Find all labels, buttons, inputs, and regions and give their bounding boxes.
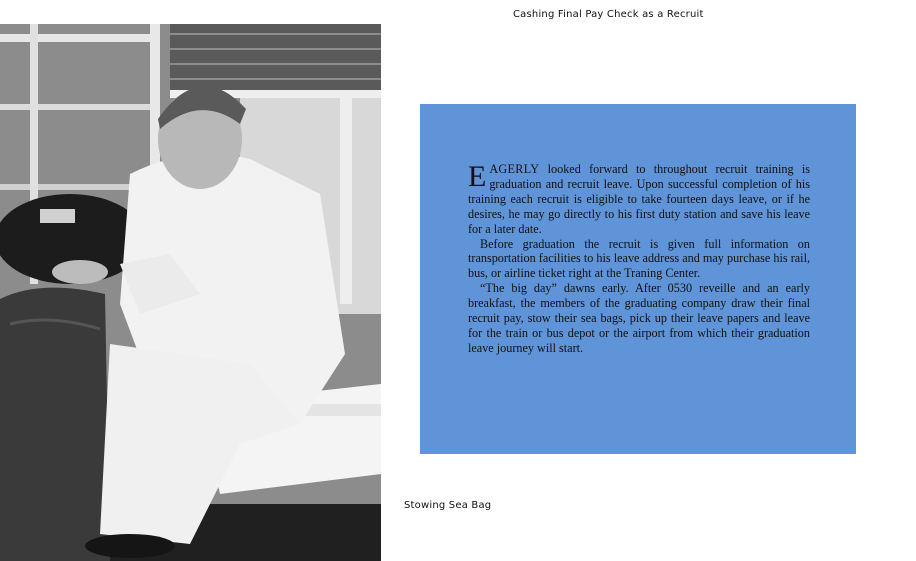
paragraph-2: Before graduation the recruit is given full information on transportation facilities to his leave address and may purchase his rail, bus, or airline ticket right at the Traning Center. [468,236,810,281]
photo-illustration [0,24,381,561]
photo-recruit-stowing-sea-bag [0,24,381,561]
lead-word: AGERLY [489,162,540,176]
caption-stowing-sea-bag: Stowing Sea Bag [404,500,492,511]
drop-cap: E [468,160,487,193]
text-panel [420,104,856,454]
paragraph-3: “The big day” dawns early. After 0530 reveille and an early breakfast, the members of the graduating company draw their final recruit pay, stow their sea bags, pick up their leave papers and leave for the train or bus depot or the airport from which their graduation leave journey will start. [468,281,810,355]
paragraph-1-text: looked forward to throughout recruit training is graduation and recruit leave. Upon successful completion of his training each recruit is eligible to take fourteen days leave, or if he desires, he may go directly to his first duty station and save his leave for a later date. [468,162,810,236]
paragraph-1 [468,162,810,237]
body-text [468,162,810,356]
caption-cashing-pay-check: Cashing Final Pay Check as a Recruit [513,9,704,20]
